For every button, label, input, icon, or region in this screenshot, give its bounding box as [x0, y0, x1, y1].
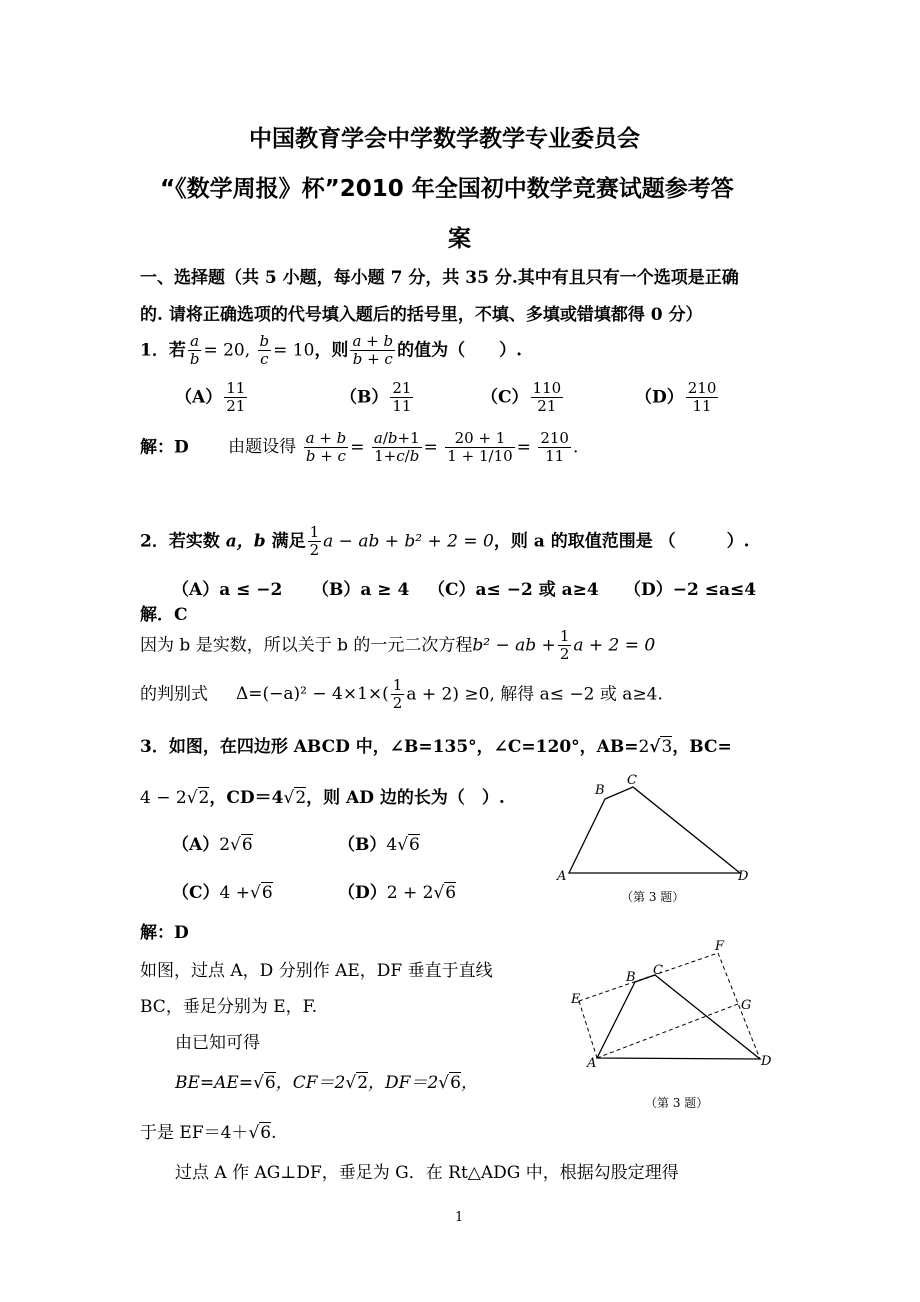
q2-option-d: （D）−2 ≤a≤4: [624, 580, 757, 600]
q3-solution-line4: BE=AE=√6，CF＝2√2，DF＝2√6，: [175, 1073, 478, 1093]
title-line2: “《数学周报》杯”2010 年全国初中数学竞赛试题参考答: [160, 176, 734, 202]
line-df: [718, 953, 760, 1059]
line-ef: [579, 953, 718, 1001]
fig1-caption: （第 3 题）: [621, 890, 685, 904]
q1-option-a: （A） $\frac{11}{21}$: [175, 379, 246, 416]
fig1-label-a: A: [557, 869, 567, 884]
q2-option-b: （B）a ≥ 4: [312, 580, 410, 600]
fig1-label-d: D: [738, 869, 749, 884]
line-ag: [597, 1004, 738, 1058]
q3-solution-label: 解：D: [140, 923, 189, 943]
q2-line: 2．若实数 a，b 满足 $\frac{1}{2}$ a − ab + b² + 2 = 0，则 a 的取值范围是 （ ）.: [140, 523, 750, 560]
title-line1: 中国教育学会中学数学教学专业委员会: [249, 126, 640, 152]
fig2-label-a: A: [587, 1056, 597, 1071]
q3-solution-line2: BC，垂足分别为 E，F.: [140, 997, 318, 1017]
q3-line1: 3．如图，在四边形 ABCD 中，∠B=135°，∠C=120°，AB=2√3，BC=: [140, 737, 732, 757]
q2-solution-line1: 因为 b 是实数，所以关于 b 的一元二次方程b² − ab + $\frac{1}{2}$ a + 2 = 0: [140, 627, 656, 664]
q3-solution-line6: 过点 A 作 AG⊥DF，垂足为 G．在 Rt△ADG 中，根据勾股定理得: [175, 1163, 679, 1183]
fig2-label-b: B: [626, 970, 636, 985]
q2-option-c: （C）a≤ −2 或 a≥4: [428, 580, 599, 600]
q2-solution-line2: 的判别式 Δ=(−a)² − 4×1×( $\frac{1}{2}$ a + 2) ≥0, 解得 a≤ −2 或 a≥4.: [140, 676, 663, 713]
q1-option-b: （B） $\frac{21}{11}$: [340, 379, 412, 416]
q2-solution-label: 解．C: [140, 605, 188, 625]
q2-option-a: （A）a ≤ −2: [172, 580, 283, 600]
section1-intro-b: 的. 请将正确选项的代号填入题后的括号里，不填、多填或错填都得 0 分）: [140, 305, 703, 325]
q3-option-d: （D）2 + 2√6: [338, 883, 457, 903]
fig2-label-e: E: [571, 992, 581, 1007]
quadrilateral-abcd: [569, 787, 740, 873]
fig1-label-c: C: [627, 773, 637, 788]
line-ae: [579, 1001, 597, 1058]
section1-intro-a: 一、选择题（共 5 小题，每小题 7 分，共 35 分.其中有且只有一个选项是正确: [140, 268, 739, 288]
q3-figure-2: [565, 937, 780, 1117]
q1-option-c: （C） $\frac{110}{21}$: [481, 379, 562, 416]
fig2-label-g: G: [741, 998, 752, 1013]
q3-solution-line1: 如图，过点 A，D 分别作 AE，DF 垂直于直线: [140, 961, 493, 981]
q3-figure-1: [555, 770, 755, 910]
q3-solution-line3: 由已知可得: [175, 1033, 260, 1053]
quadrilateral-abcd: [597, 975, 760, 1059]
page-number: 1: [455, 1210, 464, 1225]
q1-option-d: （D） $\frac{210}{11}$: [635, 379, 717, 416]
fig2-caption: （第 3 题）: [645, 1096, 709, 1110]
q1-line: 1．若 $\frac{a}{b}$ = 20, $\frac{b}{c}$ = 10，则 $\frac{a + b}{b + c}$ 的值为（ ）.: [140, 332, 523, 369]
fig1-label-b: B: [595, 783, 605, 798]
fig2-label-d: D: [761, 1054, 772, 1069]
q3-option-b: （B）4√6: [338, 835, 420, 855]
q3-solution-line5: 于是 EF＝4＋√6.: [140, 1123, 277, 1143]
q3-option-a: （A）2√6: [172, 835, 253, 855]
title-line3: 案: [448, 226, 471, 252]
fig2-label-c: C: [653, 963, 663, 978]
q1-solution: 解：D 由题设得 $\frac{a + b}{b + c}$ = $\frac{a/b+1}{1+c/b}$ = $\frac{20 + 1}{1 + 1/10}$ = $\frac{210}{11}$ .: [140, 429, 579, 466]
q3-option-c: （C）4 +√6: [172, 883, 273, 903]
q3-line2: 4 − 2√2，CD＝4√2，则 AD 边的长为（ ）.: [140, 788, 505, 808]
fig2-label-f: F: [715, 939, 725, 954]
